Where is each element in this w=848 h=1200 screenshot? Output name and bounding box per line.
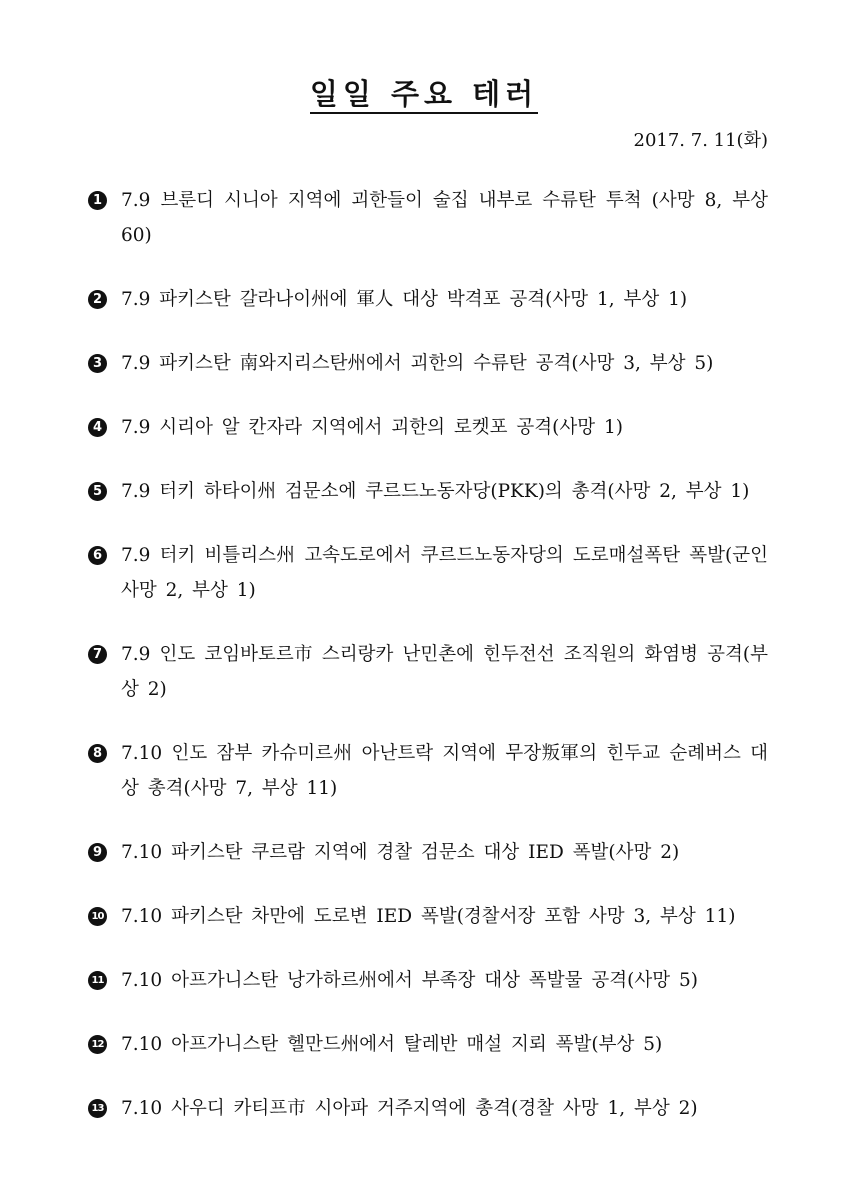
- document-date: 2017. 7. 11(화): [633, 130, 768, 151]
- list-item: [88, 1091, 768, 1126]
- list-item: [88, 346, 768, 381]
- number-marker-icon: 2: [88, 290, 107, 309]
- incident-text: 7.10 아프가니스탄 헬만드州에서 탈레반 매설 지뢰 폭발(부상 5): [121, 1034, 663, 1055]
- list-item: [88, 410, 768, 445]
- list-item: [88, 835, 768, 870]
- number-marker-icon: 6: [88, 546, 107, 565]
- list-item: [88, 963, 768, 998]
- number-marker-icon: 3: [88, 354, 107, 373]
- incident-text: 7.9 파키스탄 갈라나이州에 軍人 대상 박격포 공격(사망 1, 부상 1): [121, 289, 688, 310]
- incident-text: 7.9 시리아 알 칸자라 지역에서 괴한의 로켓포 공격(사망 1): [121, 417, 623, 438]
- number-marker-icon: 4: [88, 418, 107, 437]
- list-item: [88, 538, 768, 608]
- incident-text: 7.10 파키스탄 차만에 도로변 IED 폭발(경찰서장 포함 사망 3, 부상 11): [121, 906, 736, 927]
- number-marker-icon: 13: [88, 1099, 107, 1118]
- number-marker-icon: 5: [88, 482, 107, 501]
- document-title: [0, 72, 848, 113]
- incident-text: 7.10 사우디 카티프市 시아파 거주지역에 총격(경찰 사망 1, 부상 2): [121, 1098, 698, 1119]
- number-marker-icon: 7: [88, 645, 107, 664]
- incident-text: 7.9 터키 비틀리스州 고속도로에서 쿠르드노동자당의 도로매설폭탄 폭발(군인 사망 2, 부상 1): [121, 545, 768, 601]
- incident-text: 7.9 브룬디 시니아 지역에 괴한들이 술집 내부로 수류탄 투척 (사망 8, 부상 60): [121, 190, 768, 246]
- number-marker-icon: 12: [88, 1035, 107, 1054]
- incident-text: 7.10 파키스탄 쿠르람 지역에 경찰 검문소 대상 IED 폭발(사망 2): [121, 842, 680, 863]
- number-marker-icon: 1: [88, 191, 107, 210]
- list-item: [88, 1027, 768, 1062]
- list-item: [88, 474, 768, 509]
- incident-list: [88, 183, 768, 1155]
- list-item: [88, 736, 768, 806]
- list-item: [88, 282, 768, 317]
- number-marker-icon: 9: [88, 843, 107, 862]
- document-title-text: 일일 주요 테러: [310, 77, 538, 114]
- incident-text: 7.9 인도 코임바토르市 스리랑카 난민촌에 힌두전선 조직원의 화염병 공격(부상 2): [121, 644, 768, 700]
- list-item: [88, 637, 768, 707]
- list-item: [88, 183, 768, 253]
- incident-text: 7.9 파키스탄 南와지리스탄州에서 괴한의 수류탄 공격(사망 3, 부상 5): [121, 353, 714, 374]
- list-item: [88, 899, 768, 934]
- incident-text: 7.10 인도 잠부 카슈미르州 아난트락 지역에 무장叛軍의 힌두교 순례버스 대상 총격(사망 7, 부상 11): [121, 743, 769, 799]
- incident-text: 7.10 아프가니스탄 낭가하르州에서 부족장 대상 폭발물 공격(사망 5): [121, 970, 698, 991]
- number-marker-icon: 8: [88, 744, 107, 763]
- number-marker-icon: 11: [88, 971, 107, 990]
- number-marker-icon: 10: [88, 907, 107, 926]
- incident-text: 7.9 터키 하타이州 검문소에 쿠르드노동자당(PKK)의 총격(사망 2, 부상 1): [121, 481, 750, 502]
